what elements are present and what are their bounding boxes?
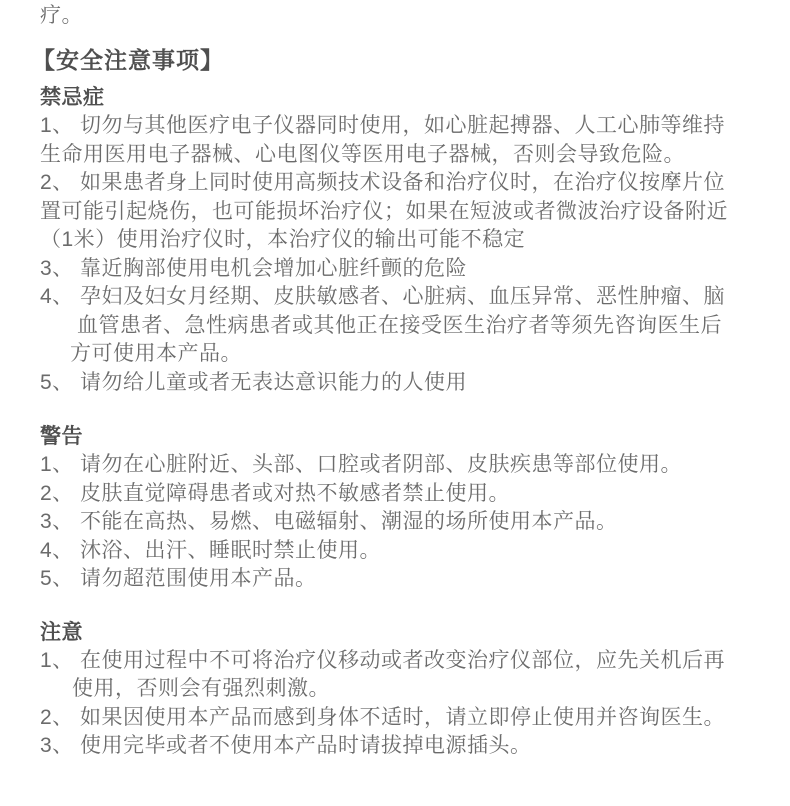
list-line: 4、 沐浴、出汗、睡眠时禁止使用。	[40, 538, 382, 562]
list-line: 3、 不能在高热、易燃、电磁辐射、潮湿的场所使用本产品。	[40, 510, 618, 533]
list-line: 5、 请勿给儿童或者无表达意识能力的人使用	[40, 370, 468, 394]
previous-paragraph-fragment: 疗。	[40, 4, 83, 27]
list-line: 1、 切勿与其他医疗电子仪器同时使用，如心脏起搏器、人工心肺等维持	[40, 114, 726, 137]
list-line: 血管患者、急性病患者或其他正在接受医生治疗者等须先咨询医生后	[77, 313, 722, 337]
section-title-caution: 注意	[40, 620, 83, 644]
list-line: 2、 皮肤直觉障碍患者或对热不敏感者禁止使用。	[40, 481, 511, 505]
section-title-contraindications: 禁忌症	[40, 86, 105, 109]
section-title-warning: 警告	[40, 425, 83, 448]
list-line: 生命用医用电子器械、心电图仪等医用电子器械，否则会导致危险。	[40, 142, 685, 166]
list-line: （1米）使用治疗仪时，本治疗仪的输出可能不稳定	[40, 228, 526, 251]
section-caution	[40, 647, 754, 761]
section-contraindications	[40, 112, 754, 397]
list-line: 方可使用本产品。	[70, 342, 242, 365]
list-line: 2、 如果患者身上同时使用高频技术设备和治疗仪时，在治疗仪按摩片位	[40, 171, 726, 194]
list-line: 使用，否则会有强烈刺激。	[72, 677, 330, 700]
list-line: 1、 请勿在心脏附近、头部、口腔或者阴部、皮肤疾患等部位使用。	[40, 453, 683, 476]
section-warning	[40, 451, 754, 594]
list-line: 5、 请勿超范围使用本产品。	[40, 567, 317, 590]
list-line: 2、 如果因使用本产品而感到身体不适时，请立即停止使用并咨询医生。	[40, 705, 726, 729]
list-line: 1、 在使用过程中不可将治疗仪移动或者改变治疗仪部位，应先关机后再	[40, 648, 726, 672]
page-title: 【安全注意事项】	[32, 47, 224, 73]
list-line: 置可能引起烧伤，也可能损坏治疗仪；如果在短波或者微波治疗设备附近	[40, 199, 728, 223]
list-line: 3、 使用完毕或者不使用本产品时请拔掉电源插头。	[40, 734, 532, 757]
list-line: 4、 孕妇及妇女月经期、皮肤敏感者、心脏病、血压异常、恶性肿瘤、脑	[40, 285, 726, 308]
list-line: 3、 靠近胸部使用电机会增加心脏纤颤的危险	[40, 256, 468, 280]
